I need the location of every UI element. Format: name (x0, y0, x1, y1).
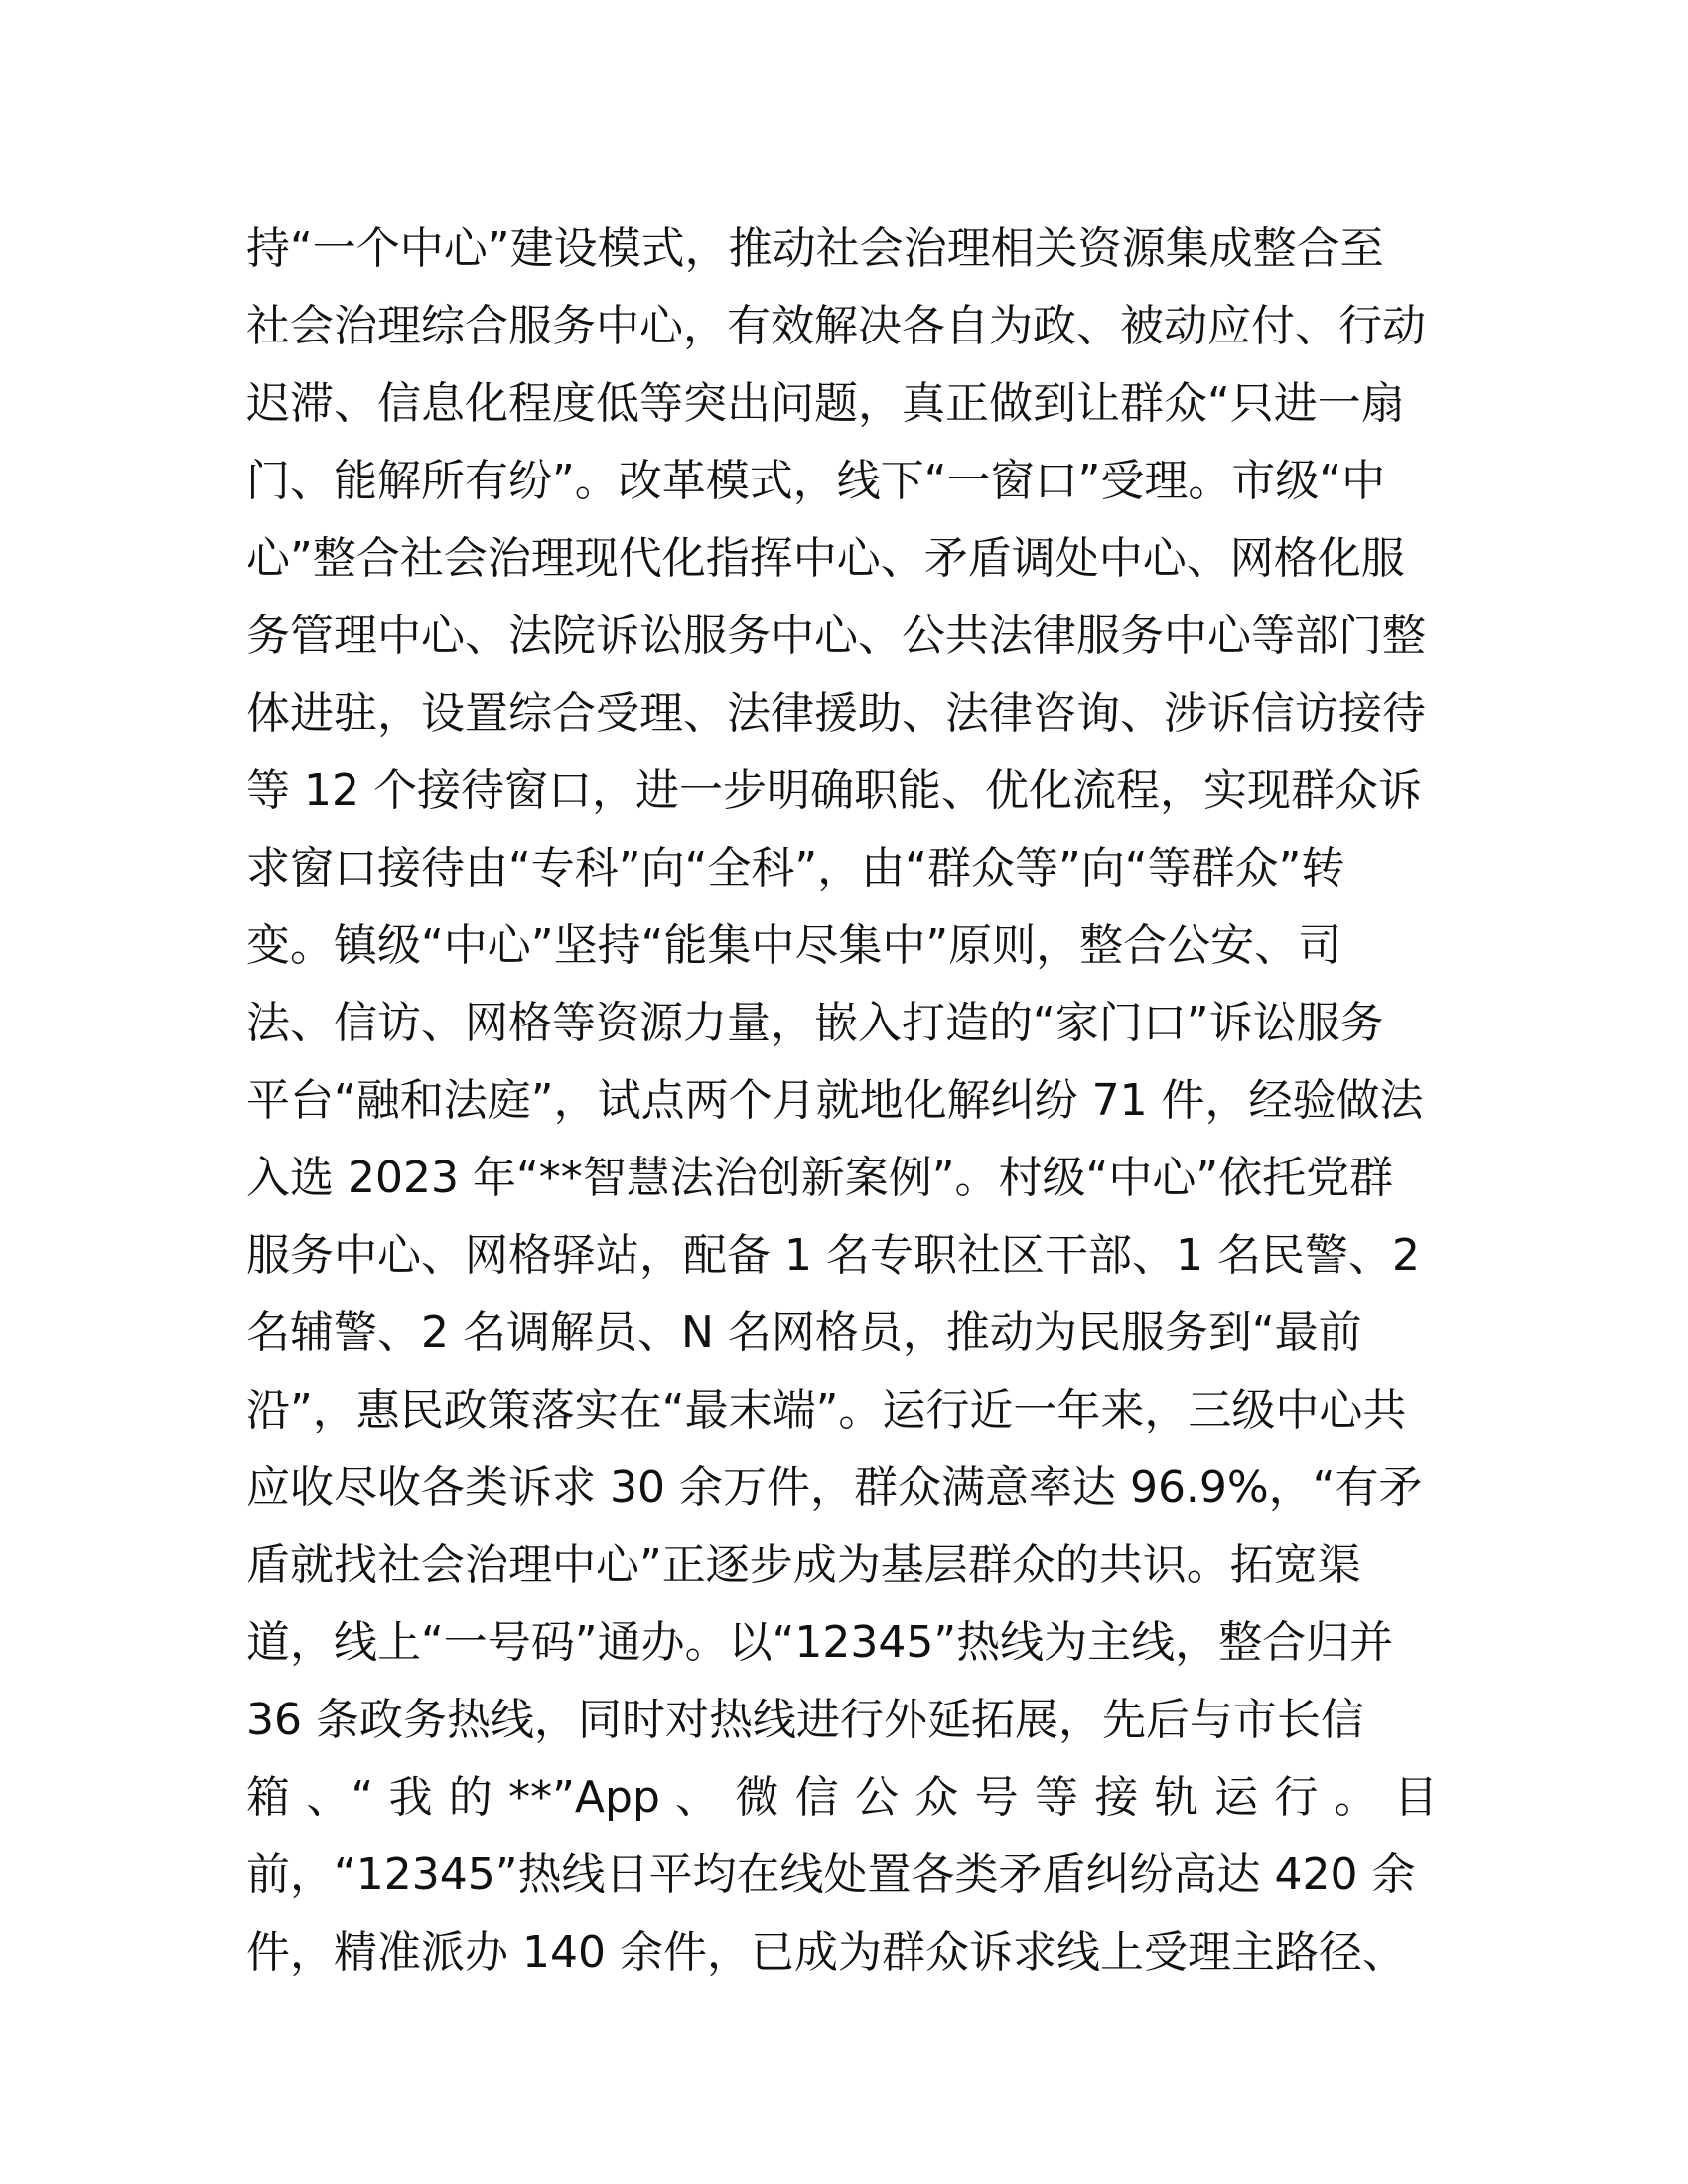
text-line: 沿”，惠民政策落实在“最末端”。运行近一年来，三级中心共 (246, 1385, 1407, 1435)
text-line: 变。镇级“中心”坚持“能集中尽集中”原则，整合公安、司 (246, 920, 1342, 971)
text-line: 箱 、“ 我 的 **”App 、 微 信 公 众 号 等 接 轨 运 行 。 目 (246, 1772, 1438, 1823)
text-line: 36 条政务热线，同时对热线进行外延拓展，先后与市长信 (246, 1695, 1364, 1745)
text-line: 务管理中心、法院诉讼服务中心、公共法律服务中心等部门整 (246, 611, 1426, 661)
text-line: 持“一个中心”建设模式，推动社会治理相关资源集成整合至 (246, 223, 1384, 274)
text-line: 名辅警、2 名调解员、N 名网格员，推动为民服务到“最前 (246, 1307, 1362, 1358)
text-line: 盾就找社会治理中心”正逐步成为基层群众的共识。拓宽渠 (246, 1540, 1361, 1590)
text-line: 道，线上“一号码”通办。以“12345”热线为主线，整合归并 (246, 1617, 1394, 1668)
text-line: 前，“12345”热线日平均在线处置各类矛盾纠纷高达 420 余 (246, 1849, 1416, 1900)
text-line: 体进驻，设置综合受理、法律援助、法律咨询、涉诉信访接待 (246, 688, 1426, 739)
text-line: 件，精准派办 140 余件，已成为群众诉求线上受理主路径、 (246, 1927, 1406, 1978)
text-line: 平台“融和法庭”，试点两个月就地化解纠纷 71 件，经验做法 (246, 1075, 1424, 1126)
text-line: 服务中心、网格驿站，配备 1 名专职社区干部、1 名民警、2 (246, 1230, 1420, 1281)
text-line: 法、信访、网格等资源力量，嵌入打造的“家门口”诉讼服务 (246, 998, 1384, 1048)
text-line: 等 12 个接待窗口，进一步明确职能、优化流程，实现群众诉 (246, 765, 1422, 816)
text-line: 入选 2023 年“**智慧法治创新案例”。村级“中心”依托党群 (246, 1153, 1394, 1203)
text-line: 应收尽收各类诉求 30 余万件，群众满意率达 96.9%，“有矛 (246, 1462, 1423, 1513)
text-line: 求窗口接待由“专科”向“全科”，由“群众等”向“等群众”转 (246, 843, 1345, 893)
text-line: 迟滞、信息化程度低等突出问题，真正做到让群众“只进一扇 (246, 378, 1405, 429)
text-line: 社会治理综合服务中心，有效解决各自为政、被动应付、行动 (246, 301, 1426, 351)
text-line: 门、能解所有纷”。改革模式，线下“一窗口”受理。市级“中 (246, 456, 1386, 506)
text-line: 心”整合社会治理现代化指挥中心、矛盾调处中心、网格化服 (246, 533, 1405, 584)
body-text (246, 210, 1438, 1991)
